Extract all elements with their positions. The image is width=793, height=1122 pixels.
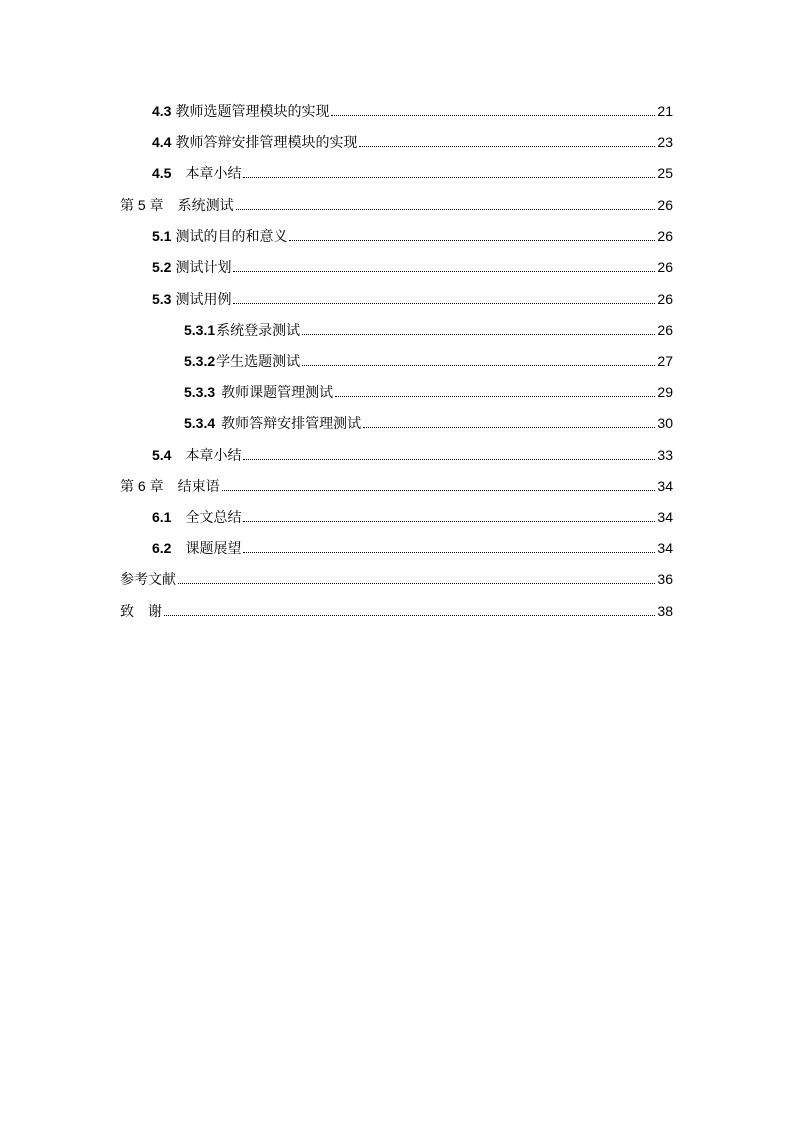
toc-entry-title: 教师答辩安排管理测试	[221, 416, 362, 432]
toc-leader-dots	[302, 365, 655, 366]
toc-entry-page: 34	[657, 509, 673, 525]
toc-entry-title: 本章小结	[185, 448, 242, 464]
toc-entry[interactable]	[184, 319, 673, 341]
toc-entry-page: 26	[657, 322, 673, 338]
toc-entry-title: 全文总结	[185, 510, 242, 526]
toc-entry-title: 教师答辩安排管理模块的实现	[175, 135, 358, 151]
toc-entry-title: 致 谢	[120, 604, 162, 620]
toc-leader-dots	[233, 271, 655, 272]
toc-entry-page: 25	[657, 165, 673, 181]
toc-leader-dots	[233, 303, 655, 304]
toc-entry-page: 23	[657, 134, 673, 150]
toc-entry[interactable]	[184, 381, 673, 403]
toc-entry-title: 课题展望	[185, 541, 242, 557]
toc-leader-dots	[335, 396, 655, 397]
toc-entry-number: 5.1	[152, 228, 172, 244]
toc-entry[interactable]	[152, 100, 673, 122]
toc-entry-number: 6.1	[152, 509, 172, 525]
toc-entry-number: 5.3.1	[184, 322, 216, 338]
toc-entry-page: 34	[657, 540, 673, 556]
toc-entry-title: 本章小结	[185, 166, 242, 182]
toc-leader-dots	[243, 459, 655, 460]
toc-entry-number: 4.3	[152, 103, 172, 119]
toc-leader-dots	[178, 583, 655, 584]
toc-entry-page: 34	[657, 478, 673, 494]
toc-entry-number: 5.4	[152, 447, 172, 463]
toc-entry-chapter[interactable]	[120, 194, 673, 216]
toc-entry[interactable]	[152, 506, 673, 528]
toc-entry-page: 27	[657, 353, 673, 369]
toc-entry-title: 测试计划	[175, 260, 232, 276]
toc-entry-title: 测试的目的和意义	[175, 229, 288, 245]
toc-entry-chapter[interactable]	[120, 475, 673, 497]
toc-entry-title: 系统测试	[177, 198, 234, 214]
toc-entry[interactable]	[152, 162, 673, 184]
toc-entry[interactable]	[152, 225, 673, 247]
toc-entry[interactable]	[152, 288, 673, 310]
toc-entry-number: 5.3.3	[184, 384, 216, 400]
toc-entry-number: 5.2	[152, 259, 172, 275]
toc-entry-title: 参考文献	[120, 572, 176, 588]
toc-entry-title: 学生选题测试	[216, 354, 301, 370]
toc-entry-page: 36	[657, 571, 673, 587]
toc-entry[interactable]	[184, 350, 673, 372]
toc-entry[interactable]	[152, 131, 673, 153]
toc-leader-dots	[222, 490, 656, 491]
toc-entry[interactable]	[152, 537, 673, 559]
toc-entry-title: 教师选题管理模块的实现	[175, 104, 330, 120]
toc-entry-number: 4.5	[152, 165, 172, 181]
toc-entry-page: 38	[657, 603, 673, 619]
toc-entry-acknowledgements[interactable]	[120, 600, 673, 622]
toc-leader-dots	[331, 115, 655, 116]
toc-entry-number: 4.4	[152, 134, 172, 150]
toc-entry-number: 5.3.4	[184, 415, 216, 431]
toc-entry-number: 5.3	[152, 291, 172, 307]
toc-entry-page: 26	[657, 228, 673, 244]
toc-leader-dots	[363, 427, 655, 428]
toc-entry-title: 系统登录测试	[216, 323, 301, 339]
toc-leader-dots	[243, 552, 655, 553]
toc-entry-page: 26	[657, 291, 673, 307]
toc-entry-number: 5.3.2	[184, 353, 216, 369]
toc-leader-dots	[243, 521, 655, 522]
toc-entry-page: 21	[657, 103, 673, 119]
toc-entry-page: 26	[657, 259, 673, 275]
toc-leader-dots	[302, 334, 655, 335]
toc-entry-page: 33	[657, 447, 673, 463]
toc-entry[interactable]	[152, 444, 673, 466]
toc-leader-dots	[289, 240, 655, 241]
toc-leader-dots	[243, 177, 655, 178]
toc-entry-references[interactable]	[120, 568, 673, 590]
toc-leader-dots	[164, 615, 655, 616]
toc-entry-page: 26	[657, 197, 673, 213]
toc-entry-page: 29	[657, 384, 673, 400]
toc-entry-title: 教师课题管理测试	[221, 385, 334, 401]
toc-entry-number: 第 5 章	[120, 197, 164, 213]
toc-entry-title: 测试用例	[175, 292, 232, 308]
toc-entry[interactable]	[184, 412, 673, 434]
toc-leader-dots	[359, 146, 655, 147]
toc-entry[interactable]	[152, 256, 673, 278]
toc-entry-number: 6.2	[152, 540, 172, 556]
toc-entry-number: 第 6 章	[120, 478, 164, 494]
toc-entry-title: 结束语	[177, 479, 220, 495]
toc-leader-dots	[236, 209, 656, 210]
toc-entry-page: 30	[657, 415, 673, 431]
